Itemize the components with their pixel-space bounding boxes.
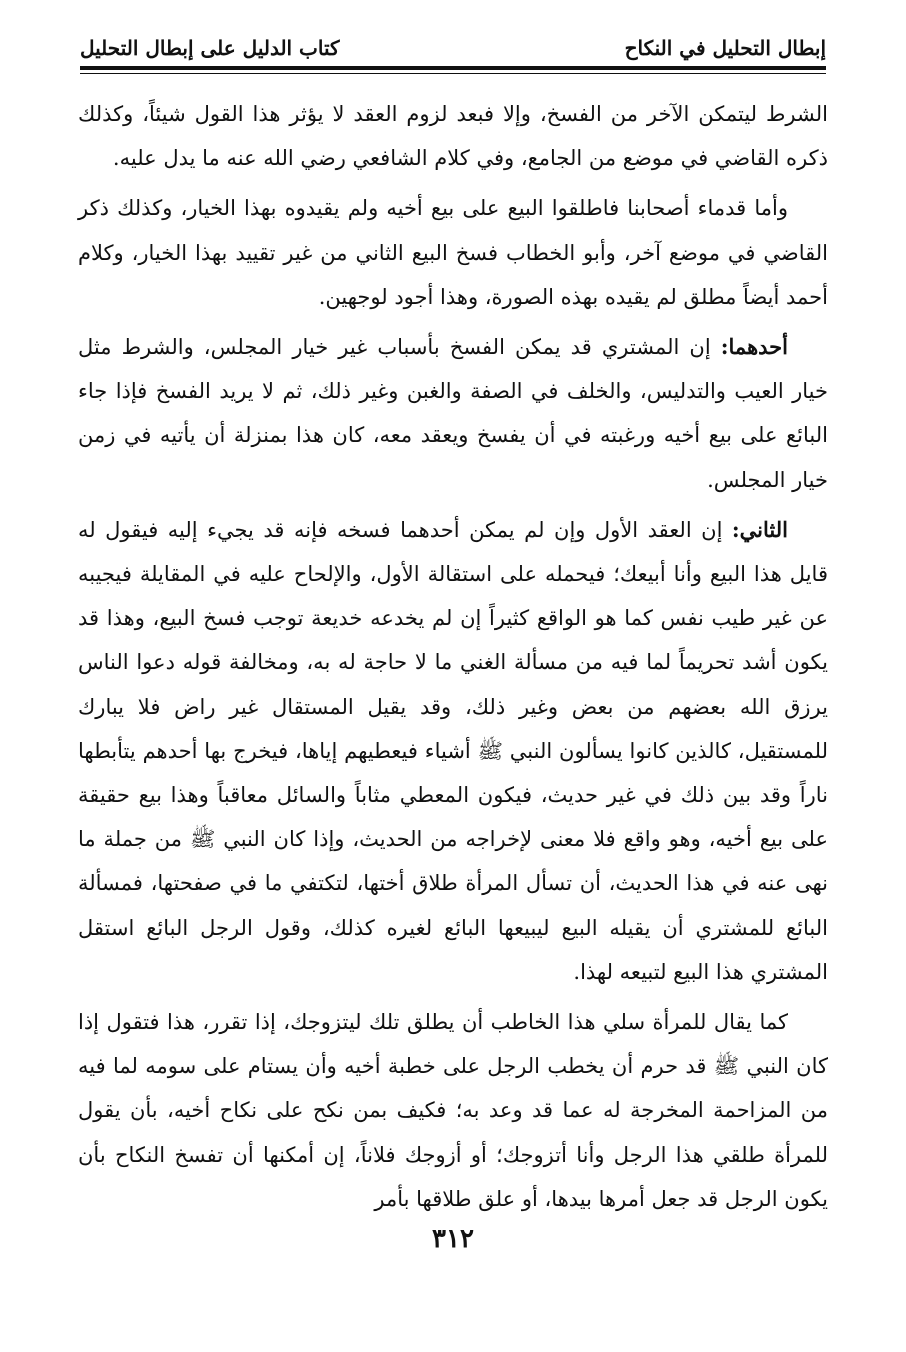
paragraph-text: كما يقال للمرأة سلي هذا الخاطب أن يطلق تلك ليتزوجك، إذا تقرر، هذا فتقول إذا كان النبي ﷺ قد حرم أن يخطب الرجل على خطبة أخيه وأن يستام على سومه لما فيه من المزاحمة المخرجة له عما قد وعد به؛ فكيف بمن نكح على نكاح أخيه، بأن يقول للمرأة طلقي هذا الرجل وأنا أتزوجك؛ أو أزوجك فلاناً، إن أمكنها أن تفسخ النكاح بأن يكون الرجل قد جعل أمرها بيدها، أو علق طلاقها بأمر <box>78 1010 828 1211</box>
paragraph-2 <box>78 186 828 319</box>
paragraph-1 <box>78 92 828 180</box>
paragraph-4 <box>78 508 828 994</box>
paragraph-lead: الثاني: <box>731 516 788 542</box>
header-rule-thick <box>80 66 826 70</box>
paragraph-5 <box>78 1000 828 1221</box>
running-header <box>80 30 826 66</box>
paragraph-lead: أحدهما: <box>720 334 788 360</box>
page-number: ٣١٢ <box>432 1224 474 1254</box>
paragraph-text: إن العقد الأول وإن لم يمكن أحدهما فسخه فإنه قد يجيء إليه فيقول له قايل هذا البيع وأنا أبيعك؛ فيحمله على استقالة الأول، والإلحاح عليه في المقايلة فيجيبه عن غير طيب نفس كما هو الواقع كثيراً إن لم يخدعه خديعة توجب فسخ البيع، وهذا قد يكون أشد تحريماً لما فيه من مسألة الغني ما لا حاجة له به، ومخالفة قوله دعوا الناس يرزق الله بعضهم من بعض وغير ذلك، وقد يقيل المستقال غير راض فلا يبارك للمستقيل، كالذين كانوا يسألون النبي ﷺ أشياء فيعطيهم إياها، فيخرج بها أحدهم يتأبطها ناراً وقد بين ذلك في غير حديث، فيكون المعطي مثاباً والسائل معاقباً وهذا بيع حقيقة على بيع أخيه، وهو واقع فلا معنى لإخراجه من الحديث، وإذا كان النبي ﷺ من جملة ما نهى عنه في هذا الحديث، أن تسأل المرأة طلاق أختها، لتكتفي ما في صفحتها، فمسألة البائع للمشتري أن يقيله البيع ليبيعها البائع لغيره كذلك، وقول الرجل البائع استقل المشتري هذا البيع لتبيعه لهذا. <box>78 517 828 984</box>
page-body <box>78 92 828 1221</box>
header-chapter-title: إبطال التحليل في النكاح <box>624 36 826 60</box>
header-book-title: كتاب الدليل على إبطال التحليل <box>80 36 340 60</box>
paragraph-text: وأما قدماء أصحابنا فاطلقوا البيع على بيع أخيه ولم يقيدوه بهذا الخيار، وكذلك ذكر القاضي في موضع آخر، وأبو الخطاب فسخ البيع الثاني من غير تقييد بهذا الخيار، وكلام أحمد أيضاً مطلق لم يقيده بهذه الصورة، وهذا أجود لوجهين. <box>78 196 828 309</box>
header-rule-thin <box>80 73 826 74</box>
paragraph-text: إن المشتري قد يمكن الفسخ بأسباب غير خيار المجلس، والشرط مثل خيار العيب والتدليس، والخلف في الصفة والغبن وغير ذلك، ثم لا يريد الفسخ فإذا جاء البائع على بيع أخيه ورغبته في أن يفسخ ويعقد معه، كان هذا بمنزلة أن يأتيه في زمن خيار المجلس. <box>78 335 828 492</box>
paragraph-text: الشرط ليتمكن الآخر من الفسخ، وإلا فبعد لزوم العقد لا يؤثر هذا القول شيئاً، وكذلك ذكره القاضي في موضع من الجامع، وفي كلام الشافعي رضي الله عنه ما يدل عليه. <box>78 102 828 171</box>
paragraph-3 <box>78 325 828 502</box>
